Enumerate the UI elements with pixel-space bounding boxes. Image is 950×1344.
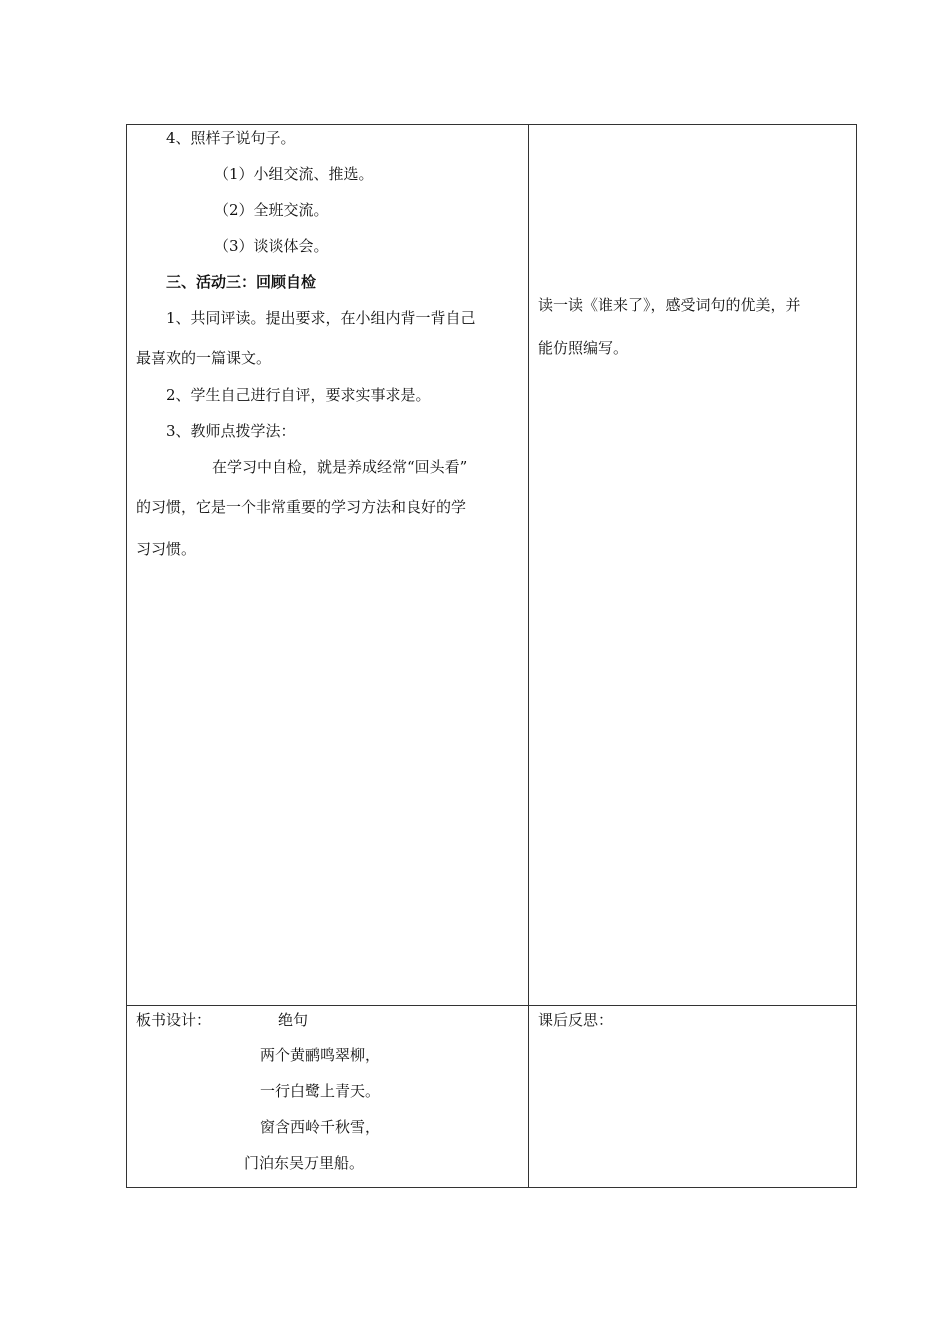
- sub-item-2: （2）全班交流。: [214, 201, 329, 219]
- quote-line-2: 的习惯，它是一个非常重要的学习方法和良好的学: [136, 498, 467, 516]
- section-3-title: 三、活动三：回顾自检: [166, 273, 317, 291]
- board-design-label: 板书设计：: [136, 1011, 212, 1029]
- right-cell-line-1: 读一读《谁来了》，感受词句的优美，并: [538, 296, 801, 314]
- poem-title: 绝句: [278, 1011, 309, 1029]
- poem-line-1: 两个黄鹂鸣翠柳，: [260, 1046, 381, 1064]
- sub-item-3: （3）谈谈体会。: [214, 237, 329, 255]
- item-4: 4、照样子说句子。: [166, 129, 296, 147]
- poem-line-3: 窗含西岭千秋雪，: [260, 1118, 381, 1136]
- paragraph-3: 3、教师点拨学法：: [166, 422, 296, 440]
- paragraph-1-line-1: 1、共同评读。提出要求，在小组内背一背自己: [166, 309, 476, 327]
- sub-item-1: （1）小组交流、推选。: [214, 165, 374, 183]
- poem-line-2: 一行白鹭上青天。: [260, 1082, 381, 1100]
- column-divider: [528, 124, 529, 1188]
- row-divider: [126, 1005, 857, 1006]
- reflection-label: 课后反思：: [538, 1011, 614, 1029]
- paragraph-2: 2、学生自己进行自评，要求实事求是。: [166, 386, 431, 404]
- paragraph-1-line-2: 最喜欢的一篇课文。: [136, 349, 272, 367]
- right-cell-line-2: 能仿照编写。: [538, 339, 629, 357]
- poem-line-4: 门泊东吴万里船。: [244, 1154, 365, 1172]
- quote-line-1: 在学习中自检，就是养成经常“回头看”: [212, 458, 468, 476]
- quote-line-3: 习习惯。: [136, 540, 197, 558]
